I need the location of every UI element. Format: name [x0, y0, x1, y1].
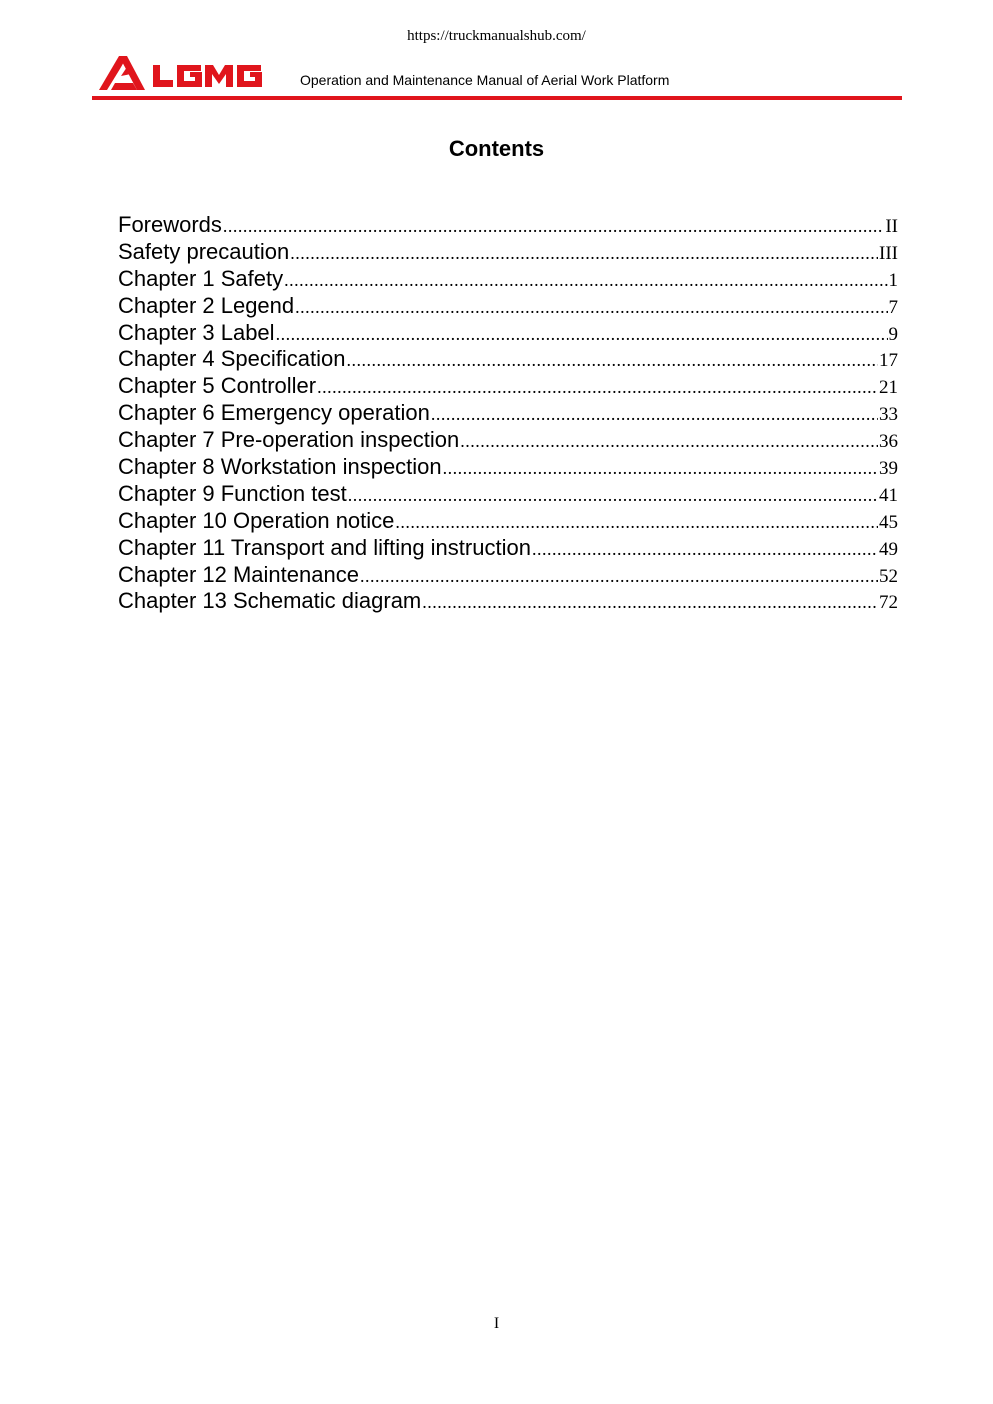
toc-entry-chapter-7[interactable]	[118, 427, 898, 454]
toc-dot-leader	[532, 539, 878, 560]
toc-entry-chapter-11[interactable]	[118, 535, 898, 562]
toc-entry-label: Chapter 9 Function test	[118, 480, 347, 506]
toc-entry-page: 72	[879, 592, 898, 614]
toc-dot-leader	[317, 377, 878, 398]
toc-entry-label: Chapter 6 Emergency operation	[118, 400, 430, 426]
toc-entry-label: Chapter 7 Pre-operation inspection	[118, 427, 460, 453]
toc-dot-leader	[348, 485, 878, 506]
table-of-contents	[118, 212, 898, 615]
toc-dot-leader	[284, 270, 887, 291]
toc-dot-leader	[422, 592, 878, 613]
toc-entry-label: Chapter 13 Schematic diagram	[118, 588, 422, 614]
toc-dot-leader	[346, 350, 878, 371]
toc-entry-page: 17	[879, 350, 898, 372]
source-url: https://truckmanualshub.com/	[407, 28, 586, 44]
toc-entry-page: 1	[888, 269, 898, 291]
contents-heading: Contents	[448, 136, 545, 161]
toc-entry-label: Chapter 1 Safety	[118, 265, 284, 291]
toc-entry-label: Chapter 12 Maintenance	[118, 561, 359, 587]
toc-entry-label: Chapter 5 Controller	[118, 373, 317, 399]
toc-dot-leader	[276, 324, 888, 345]
toc-dot-leader	[223, 216, 884, 237]
toc-entry-label: Safety precaution	[118, 238, 290, 264]
toc-entry-chapter-8[interactable]	[118, 454, 898, 481]
toc-entry-page: 39	[879, 458, 898, 480]
toc-entry-page: III	[879, 242, 898, 264]
toc-entry-page: 33	[879, 404, 898, 426]
toc-entry-label: Chapter 3 Label	[118, 319, 275, 345]
toc-entry-page: 41	[879, 484, 898, 506]
toc-entry-chapter-10[interactable]	[118, 508, 898, 535]
manual-title: Operation and Maintenance Manual of Aerial Work Platform	[300, 72, 670, 88]
toc-entry-page: 52	[879, 565, 898, 587]
lgmg-logo-icon	[97, 54, 262, 92]
toc-entry-forewords[interactable]	[118, 212, 898, 239]
toc-dot-leader	[360, 566, 878, 587]
toc-entry-label: Chapter 11 Transport and lifting instruction	[118, 534, 531, 560]
toc-entry-label: Chapter 10 Operation notice	[118, 507, 395, 533]
toc-entry-page: 21	[879, 377, 898, 399]
toc-entry-chapter-6[interactable]	[118, 400, 898, 427]
toc-dot-leader	[443, 458, 878, 479]
toc-entry-label: Chapter 8 Workstation inspection	[118, 454, 442, 480]
toc-dot-leader	[431, 404, 878, 425]
toc-dot-leader	[460, 431, 878, 452]
toc-entry-page: 36	[879, 431, 898, 453]
toc-entry-chapter-3[interactable]	[118, 320, 898, 347]
toc-entry-chapter-12[interactable]	[118, 562, 898, 589]
toc-entry-chapter-1[interactable]	[118, 266, 898, 293]
toc-entry-safety-precaution[interactable]	[118, 239, 898, 266]
toc-entry-chapter-4[interactable]	[118, 346, 898, 373]
toc-entry-chapter-5[interactable]	[118, 373, 898, 400]
toc-entry-label: Chapter 2 Legend	[118, 292, 295, 318]
toc-entry-chapter-2[interactable]	[118, 293, 898, 320]
toc-entry-page: 9	[888, 323, 898, 345]
toc-entry-page: II	[885, 216, 898, 237]
toc-entry-page: 49	[879, 538, 898, 560]
toc-entry-label: Forewords	[118, 212, 222, 237]
page-number: I	[493, 1315, 500, 1332]
toc-entry-page: 45	[879, 511, 898, 533]
toc-entry-chapter-9[interactable]	[118, 481, 898, 508]
toc-dot-leader	[290, 243, 878, 264]
toc-entry-chapter-13[interactable]	[118, 588, 898, 615]
toc-entry-page: 7	[888, 296, 898, 318]
toc-dot-leader	[395, 512, 878, 533]
toc-dot-leader	[295, 297, 887, 318]
header-divider	[92, 96, 902, 100]
toc-entry-label: Chapter 4 Specification	[118, 346, 346, 372]
